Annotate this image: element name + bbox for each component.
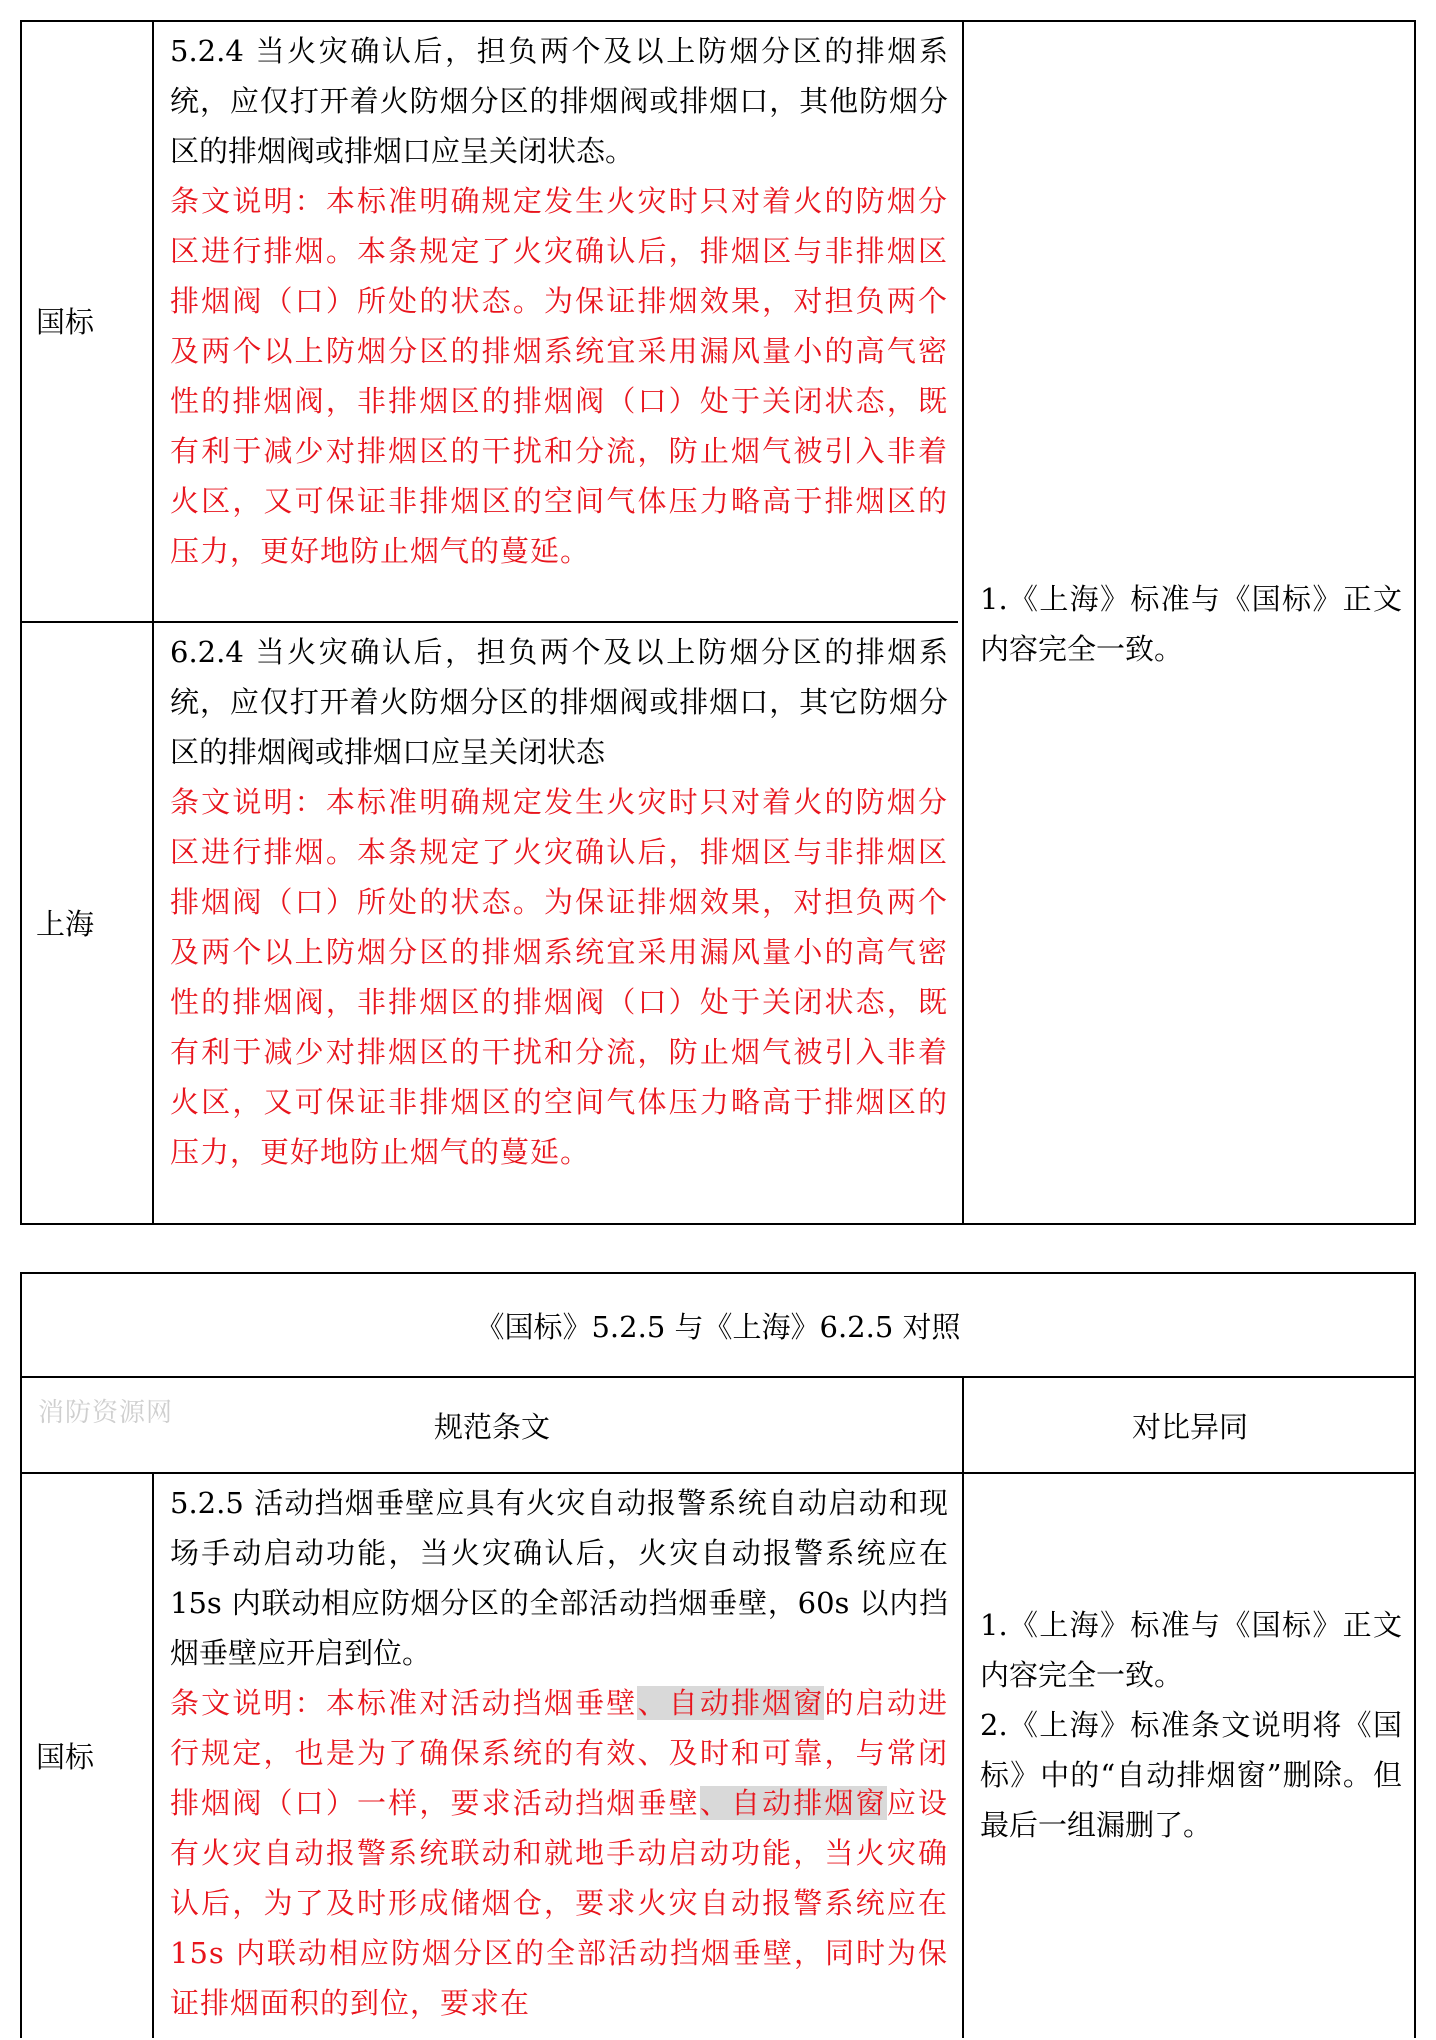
clause-cell-national xyxy=(154,26,962,576)
comparison-item: 1.《上海》标准与《国标》正文内容完全一致。 xyxy=(980,1608,1402,1692)
comparison-cell xyxy=(964,1600,1416,1850)
header-comparison xyxy=(964,1378,1416,1472)
explanation-part: 的启动进行规定，也是为了确保系统的有效、及时和可靠，与常闭排烟阀（口）一样，要求活动挡烟垂壁 xyxy=(170,1686,948,1820)
clause-explanation: 条文说明：本标准明确规定发生火灾时只对着火的防烟分区进行排烟。本条规定了火灾确认后，排烟区与非排烟区排烟阀（口）所处的状态。为保证排烟效果，对担负两个及两个以上防烟分区的排烟系统宜采用漏风量小的高气密性的排烟阀，非排烟区的排烟阀（口）处于关闭状态，既有利于减少对排烟区的干扰和分流，防止烟气被引入非着火区，又可保证非排烟区的空间气体压力略高于排烟区的压力，更好地防止烟气的蔓延。 xyxy=(170,785,948,1169)
row-label-text: 上海 xyxy=(36,907,95,941)
clause-text: 5.2.4 当火灾确认后，担负两个及以上防烟分区的排烟系统，应仅打开着火防烟分区的排烟阀或排烟口，其他防烟分区的排烟阀或排烟口应呈关闭状态。 xyxy=(170,34,948,168)
clause-text: 5.2.5 活动挡烟垂壁应具有火灾自动报警系统自动启动和现场手动启动功能，当火灾确认后，火灾自动报警系统应在 15s 内联动相应防烟分区的全部活动挡烟垂壁，60s 以内挡烟垂壁应开启到位。 xyxy=(170,1486,948,1670)
row-label-text: 国标 xyxy=(36,304,95,339)
highlighted-deleted-text: 、自动排烟窗 xyxy=(699,1786,887,1820)
row-label-national xyxy=(22,1474,152,2040)
highlighted-deleted-text: 、自动排烟窗 xyxy=(637,1686,825,1720)
clause-text: 6.2.4 当火灾确认后，担负两个及以上防烟分区的排烟系统，应仅打开着火防烟分区的排烟阀或排烟口，其它防烟分区的排烟阀或排烟口应呈关闭状态 xyxy=(170,635,948,769)
header-clause-text: 规范条文 xyxy=(433,1409,550,1444)
clause-cell-shanghai xyxy=(154,627,962,1177)
row-label-text: 国标 xyxy=(36,1740,95,1774)
comparison-table-5-2-4 xyxy=(20,20,1416,1225)
row-label-shanghai xyxy=(22,623,152,1225)
table-title: 《国标》5.2.5 与《上海》6.2.5 对照 xyxy=(475,1309,961,1344)
column-divider xyxy=(962,1378,964,1472)
header-comparison-text: 对比异同 xyxy=(1131,1409,1248,1444)
clause-cell-national xyxy=(154,1478,962,2040)
watermark: 消防资源网 xyxy=(38,1398,174,1428)
row-divider xyxy=(22,1472,1414,1474)
row-divider xyxy=(22,621,958,623)
row-label-national xyxy=(22,22,152,621)
comparison-text: 1.《上海》标准与《国标》正文内容完全一致。 xyxy=(980,581,1402,666)
clause-explanation: 条文说明：本标准明确规定发生火灾时只对着火的防烟分区进行排烟。本条规定了火灾确认后，排烟区与非排烟区排烟阀（口）所处的状态。为保证排烟效果，对担负两个及两个以上防烟分区的排烟系统宜采用漏风量小的高气密性的排烟阀，非排烟区的排烟阀（口）处于关闭状态，既有利于减少对排烟区的干扰和分流，防止烟气被引入非着火区，又可保证非排烟区的空间气体压力略高于排烟区的压力，更好地防止烟气的蔓延。 xyxy=(170,184,948,568)
comparison-cell xyxy=(964,22,1416,1225)
clause-explanation xyxy=(170,1678,948,2028)
explanation-part: 条文说明：本标准对活动挡烟垂壁 xyxy=(170,1686,638,1720)
explanation-part: 应设有火灾自动报警系统联动和就地手动启动功能，当火灾确认后，为了及时形成储烟仓，要求火灾自动报警系统应在 15s 内联动相应防烟分区的全部活动挡烟垂壁，同时为保证排烟面积的到位，要求在 xyxy=(170,1786,948,2020)
table-title-row xyxy=(22,1274,1414,1376)
header-row xyxy=(22,1378,1414,1472)
comparison-table-5-2-5 xyxy=(20,1272,1416,2038)
header-clause xyxy=(22,1378,962,1472)
comparison-item: 2.《上海》标准条文说明将《国标》中的“自动排烟窗”删除。但最后一组漏删了。 xyxy=(980,1708,1402,1842)
